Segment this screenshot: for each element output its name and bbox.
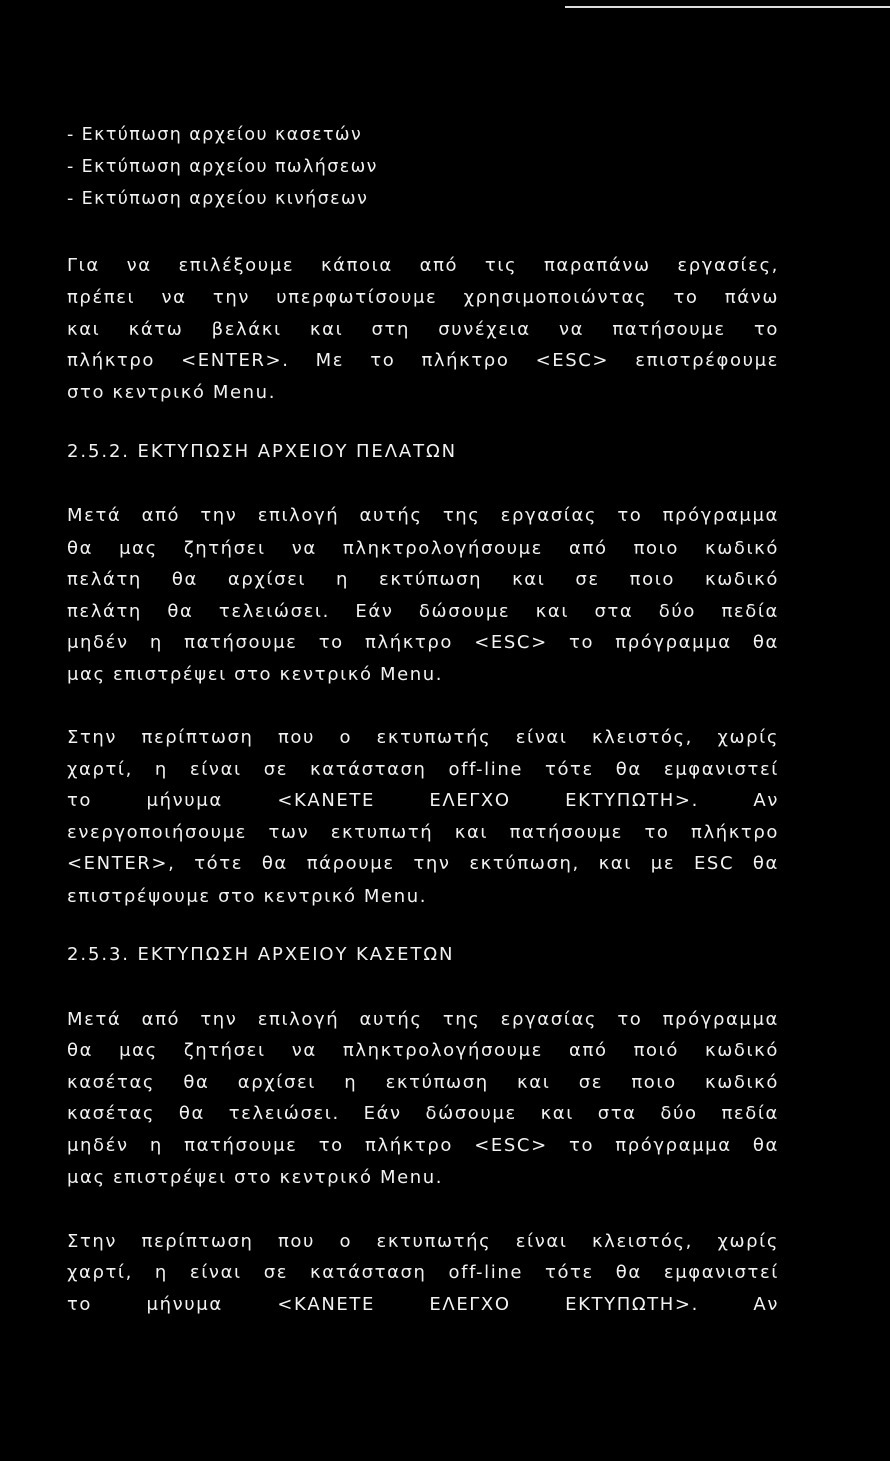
paragraph-line: Μετά από την επιλογή αυτής της εργασίας το πρόγραμμα (67, 505, 779, 526)
section-heading: 2.5.2. ΕΚΤΥΠΩΣΗ ΑΡΧΕΙΟΥ ΠΕΛΑΤΩΝ (67, 441, 458, 462)
paragraph-line: κασέτας θα τελειώσει. Εάν δώσουμε και στα δύο πεδία (67, 1103, 779, 1124)
paragraph-line: <ENTER>, τότε θα πάρουμε την εκτύπωση, και με ESC θα (67, 853, 779, 874)
bullet-item: - Εκτύπωση αρχείου κινήσεων (67, 189, 369, 209)
paragraph-line: μηδέν η πατήσουμε το πλήκτρο <ESC> το πρόγραμμα θα (67, 1135, 779, 1156)
paragraph-line: πλήκτρο <ENTER>. Με το πλήκτρο <ESC> επιστρέφουμε (67, 350, 779, 371)
paragraph-line: στο κεντρικό Menu. (67, 382, 277, 403)
paragraph-line: επιστρέψουμε στο κεντρικό Menu. (67, 886, 428, 907)
paragraph-line: το μήνυμα <ΚΑΝΕΤΕ ΕΛΕΓΧΟ ΕΚΤΥΠΩΤΗ>. Αν (67, 790, 779, 811)
paragraph-line: κασέτας θα αρχίσει η εκτύπωση και σε ποιο κωδικό (67, 1072, 779, 1093)
paragraph-line: Για να επιλέξουμε κάποια από τις παραπάνω εργασίες, (67, 255, 779, 276)
bullet-item: - Εκτύπωση αρχείου πωλήσεων (67, 157, 378, 177)
section-heading: 2.5.3. ΕΚΤΥΠΩΣΗ ΑΡΧΕΙΟΥ ΚΑΣΕΤΩΝ (67, 944, 455, 965)
paragraph-line: Στην περίπτωση που ο εκτυπωτής είναι κλειστός, χωρίς (67, 1231, 779, 1252)
paragraph-line: θα μας ζητήσει να πληκτρολογήσουμε από ποιό κωδικό (67, 1040, 779, 1061)
paragraph-line: και κάτω βελάκι και στη συνέχεια να πατήσουμε το (67, 319, 779, 340)
top-rule (565, 6, 890, 8)
paragraph-line: χαρτί, η είναι σε κατάσταση off-line τότε θα εμφανιστεί (67, 759, 779, 780)
paragraph-line: μηδέν η πατήσουμε το πλήκτρο <ESC> το πρόγραμμα θα (67, 632, 779, 653)
paragraph-line: θα μας ζητήσει να πληκτρολογήσουμε από ποιο κωδικό (67, 538, 779, 559)
paragraph-line: Μετά από την επιλογή αυτής της εργασίας το πρόγραμμα (67, 1009, 779, 1030)
bullet-item: - Εκτύπωση αρχείου κασετών (67, 125, 363, 145)
paragraph-line: το μήνυμα <ΚΑΝΕΤΕ ΕΛΕΓΧΟ ΕΚΤΥΠΩΤΗ>. Αν (67, 1294, 779, 1315)
paragraph-line: Στην περίπτωση που ο εκτυπωτής είναι κλειστός, χωρίς (67, 727, 779, 748)
paragraph-line: χαρτί, η είναι σε κατάσταση off-line τότε θα εμφανιστεί (67, 1262, 779, 1283)
paragraph-line: πρέπει να την υπερφωτίσουμε χρησιμοποιώντας το πάνω (67, 287, 779, 308)
paragraph-line: ενεργοποιήσουμε των εκτυπωτή και πατήσουμε το πλήκτρο (67, 822, 779, 843)
paragraph-line: πελάτη θα αρχίσει η εκτύπωση και σε ποιο κωδικό (67, 569, 779, 590)
paragraph-line: μας επιστρέψει στο κεντρικό Menu. (67, 664, 444, 685)
paragraph-line: μας επιστρέψει στο κεντρικό Menu. (67, 1167, 444, 1188)
paragraph-line: πελάτη θα τελειώσει. Εάν δώσουμε και στα δύο πεδία (67, 601, 779, 622)
